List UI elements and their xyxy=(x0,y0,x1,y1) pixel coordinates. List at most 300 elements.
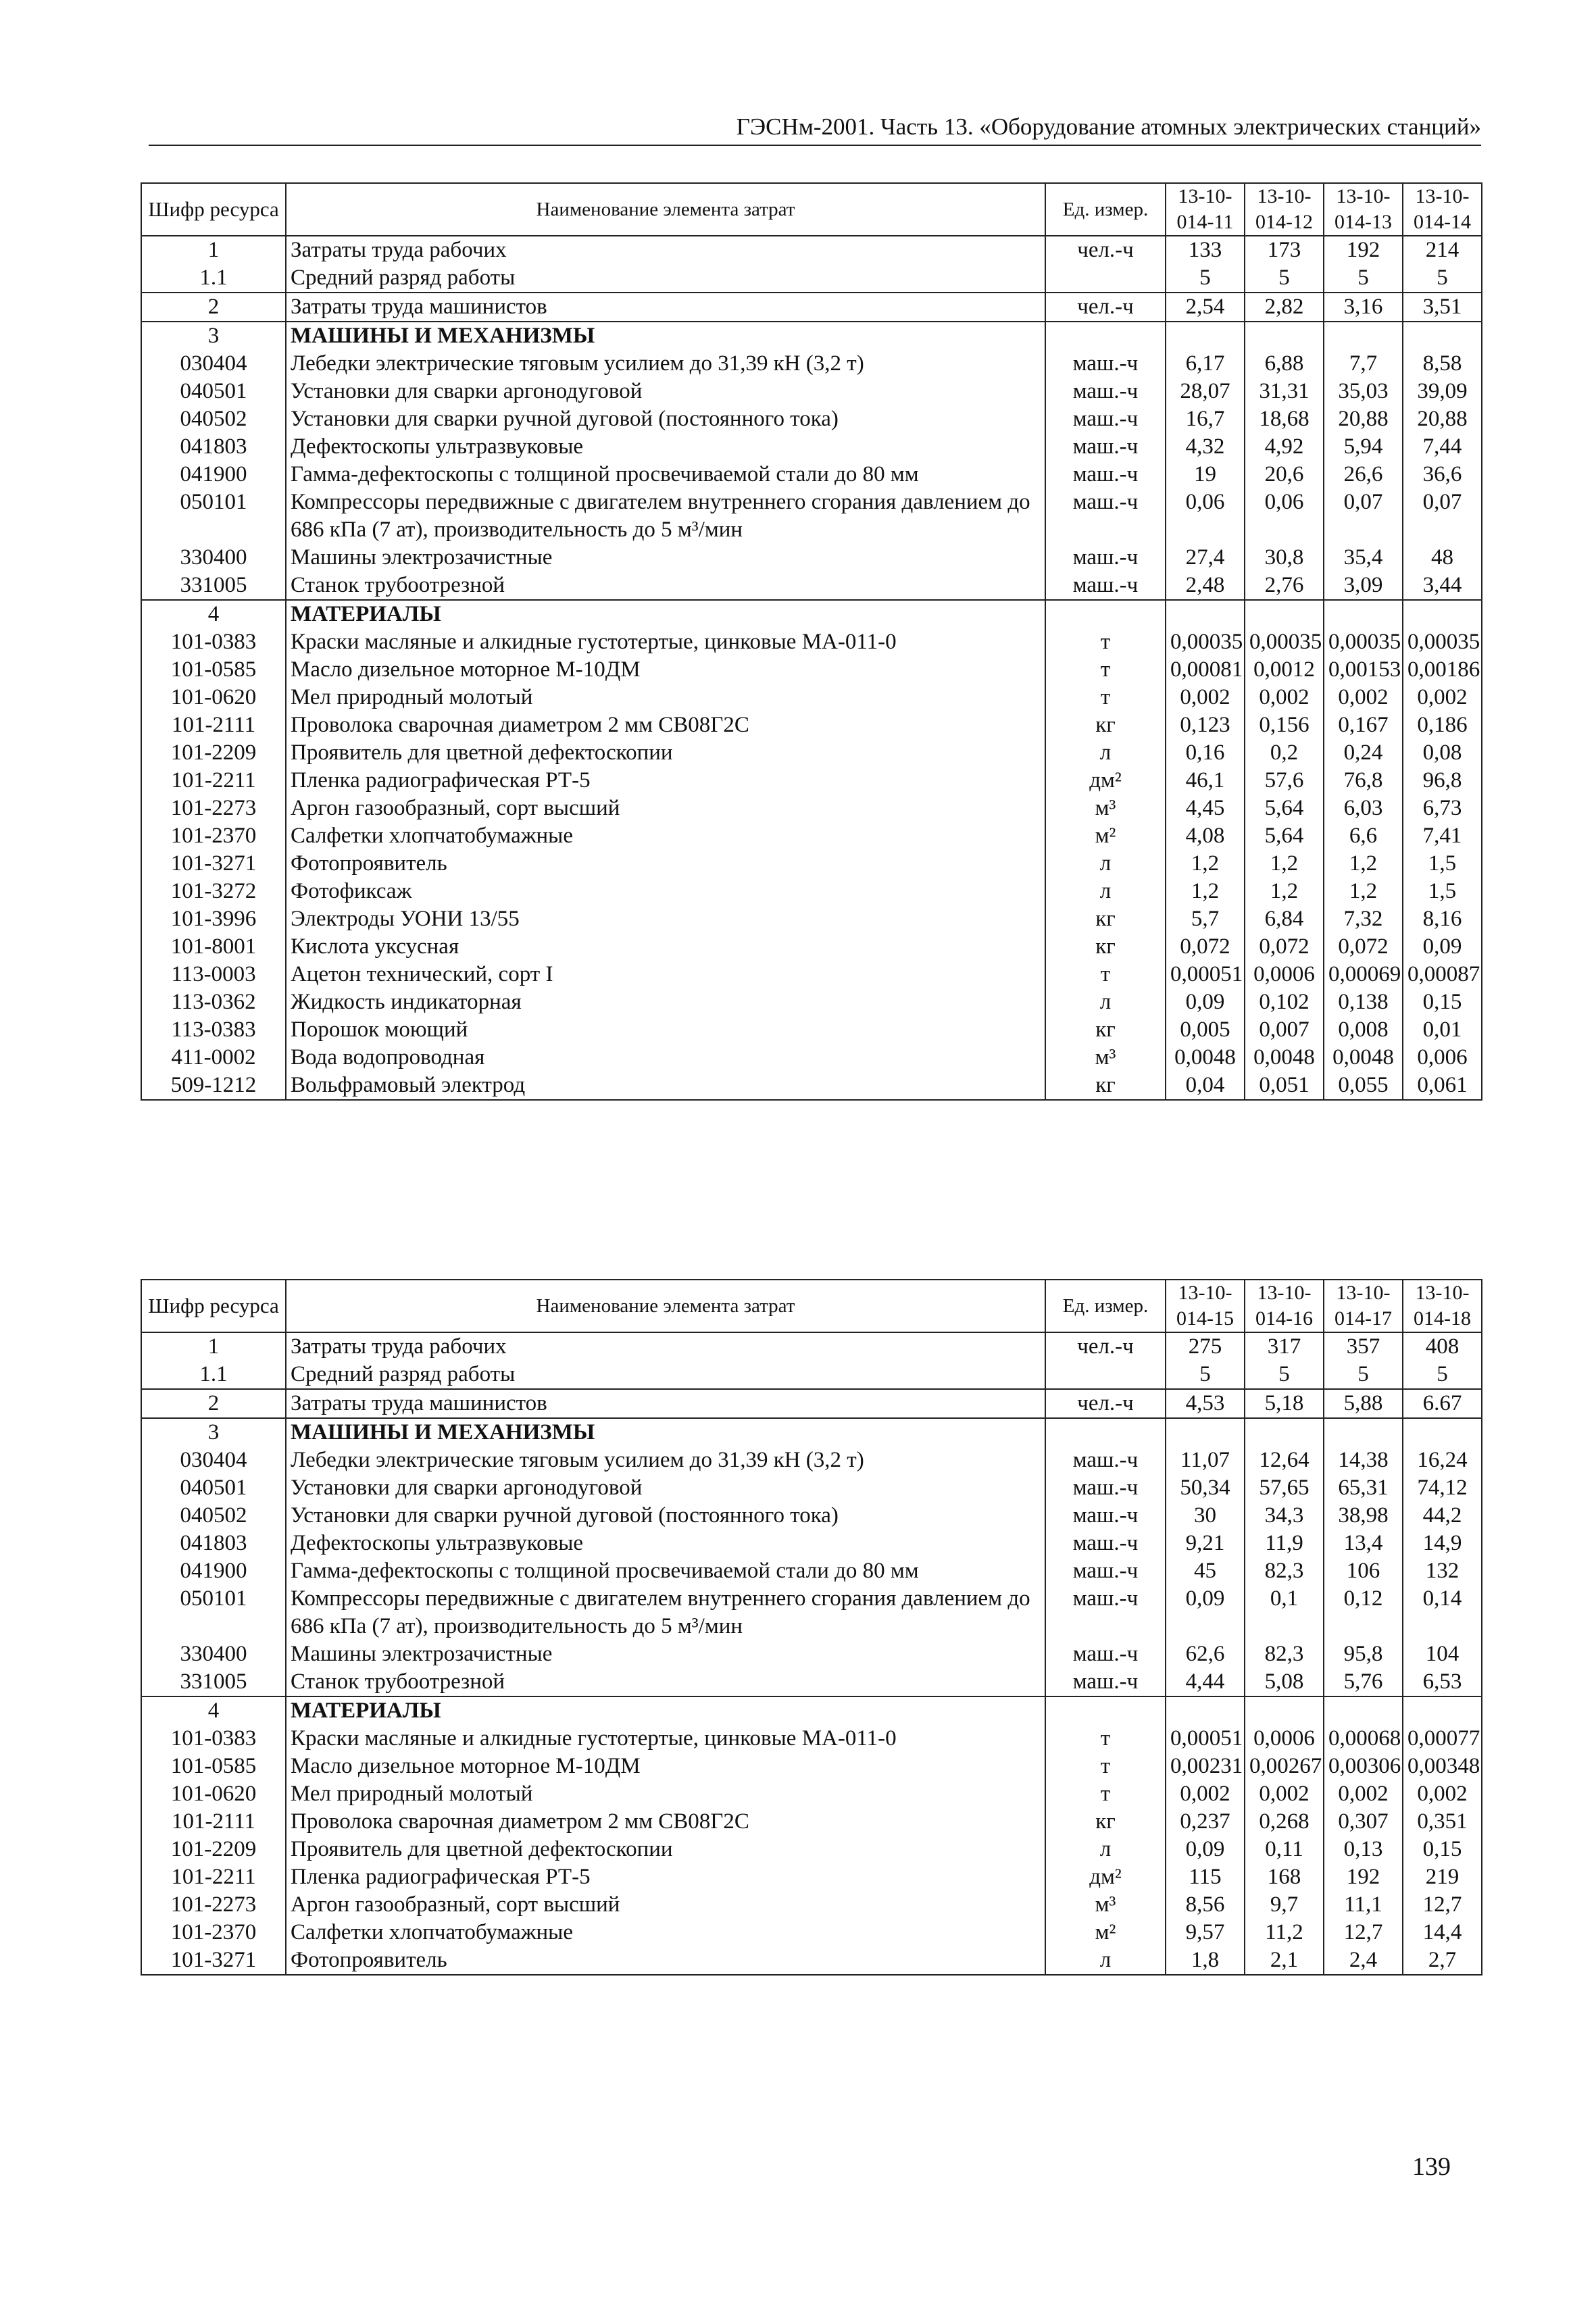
resource-code-cell: 113-0003 xyxy=(141,961,286,988)
value-cell xyxy=(1166,1418,1245,1447)
value-cell: 0,00068 xyxy=(1324,1725,1403,1753)
value-cell: 30,8 xyxy=(1245,544,1324,572)
header-col-1: 13-10-014-15 xyxy=(1166,1280,1245,1332)
value-cell: 0,0048 xyxy=(1166,1044,1245,1072)
value-cell: 0,00267 xyxy=(1245,1753,1324,1780)
table-header-row xyxy=(141,183,1482,236)
table-row xyxy=(141,1447,1482,1474)
unit-cell: т xyxy=(1045,1780,1166,1808)
resource-name-cell: Аргон газообразный, сорт высший xyxy=(286,1891,1045,1919)
resource-name-cell: Средний разряд работы xyxy=(286,1361,1045,1389)
table-row xyxy=(141,795,1482,822)
table-row xyxy=(141,905,1482,933)
resource-name-cell: Станок трубоотрезной xyxy=(286,1668,1045,1696)
unit-cell: маш.-ч xyxy=(1045,1447,1166,1474)
unit-cell: т xyxy=(1045,961,1166,988)
resource-name-cell: Жидкость индикаторная xyxy=(286,988,1045,1016)
value-cell: 0,002 xyxy=(1403,684,1482,711)
value-cell: 9,21 xyxy=(1166,1530,1245,1557)
value-cell: 104 xyxy=(1403,1640,1482,1668)
unit-cell: л xyxy=(1045,739,1166,767)
resource-code-cell: 040501 xyxy=(141,1474,286,1502)
value-cell: 5 xyxy=(1403,264,1482,293)
resource-name-cell: МАТЕРИАЛЫ xyxy=(286,1696,1045,1725)
resource-name-cell: Компрессоры передвижные с двигателем внутреннего сгорания давлением до 686 кПа (7 ат), производительность до 5 м³/мин xyxy=(286,1585,1045,1640)
value-cell: 8,16 xyxy=(1403,905,1482,933)
resource-name-cell: Затраты труда рабочих xyxy=(286,236,1045,264)
value-cell: 62,6 xyxy=(1166,1640,1245,1668)
resource-name-cell: Аргон газообразный, сорт высший xyxy=(286,795,1045,822)
value-cell: 5,94 xyxy=(1324,433,1403,461)
unit-cell: маш.-ч xyxy=(1045,1557,1166,1585)
resource-name-cell: Средний разряд работы xyxy=(286,264,1045,293)
value-cell: 0,002 xyxy=(1166,1780,1245,1808)
value-cell: 7,44 xyxy=(1403,433,1482,461)
unit-cell xyxy=(1045,322,1166,350)
value-cell: 57,65 xyxy=(1245,1474,1324,1502)
table-row xyxy=(141,1808,1482,1836)
value-cell: 5 xyxy=(1245,264,1324,293)
value-cell: 46,1 xyxy=(1166,767,1245,795)
value-cell: 115 xyxy=(1166,1863,1245,1891)
resource-code-cell: 030404 xyxy=(141,350,286,378)
value-cell: 1,2 xyxy=(1166,878,1245,905)
value-cell: 0,00035 xyxy=(1324,628,1403,656)
resource-name-cell: Пленка радиографическая РТ-5 xyxy=(286,1863,1045,1891)
value-cell: 0,07 xyxy=(1403,488,1482,544)
value-cell: 0,002 xyxy=(1324,1780,1403,1808)
resource-name-cell: Лебедки электрические тяговым усилием до 31,39 кН (3,2 т) xyxy=(286,1447,1045,1474)
value-cell: 0,13 xyxy=(1324,1836,1403,1863)
unit-cell xyxy=(1045,1696,1166,1725)
value-cell: 20,88 xyxy=(1324,405,1403,433)
value-cell: 0,0006 xyxy=(1245,961,1324,988)
value-cell: 0,237 xyxy=(1166,1808,1245,1836)
table-row xyxy=(141,236,1482,264)
resource-name-cell: МАШИНЫ И МЕХАНИЗМЫ xyxy=(286,322,1045,350)
value-cell: 0,072 xyxy=(1245,933,1324,961)
resource-name-cell: Дефектоскопы ультразвуковые xyxy=(286,1530,1045,1557)
resource-name-cell: Мел природный молотый xyxy=(286,1780,1045,1808)
value-cell: 1,2 xyxy=(1166,850,1245,878)
value-cell: 11,07 xyxy=(1166,1447,1245,1474)
unit-cell: л xyxy=(1045,1836,1166,1863)
resource-name-cell: Установки для сварки ручной дуговой (постоянного тока) xyxy=(286,405,1045,433)
header-col-3: 13-10-014-17 xyxy=(1324,1280,1403,1332)
value-cell: 0,00087 xyxy=(1403,961,1482,988)
value-cell: 2,48 xyxy=(1166,572,1245,600)
header-code: Шифр ресурса xyxy=(141,1280,286,1332)
value-cell: 65,31 xyxy=(1324,1474,1403,1502)
value-cell: 0,002 xyxy=(1324,684,1403,711)
table-row xyxy=(141,1016,1482,1044)
value-cell: 6,6 xyxy=(1324,822,1403,850)
table-row xyxy=(141,1044,1482,1072)
resource-name-cell: Ацетон технический, сорт I xyxy=(286,961,1045,988)
value-cell: 4,44 xyxy=(1166,1668,1245,1696)
unit-cell xyxy=(1045,600,1166,628)
value-cell: 4,53 xyxy=(1166,1389,1245,1418)
unit-cell: м² xyxy=(1045,1919,1166,1946)
value-cell: 0,00035 xyxy=(1403,628,1482,656)
value-cell: 5,76 xyxy=(1324,1668,1403,1696)
value-cell: 2,4 xyxy=(1324,1946,1403,1975)
unit-cell: т xyxy=(1045,1753,1166,1780)
header-col-2: 13-10-014-16 xyxy=(1245,1280,1324,1332)
value-cell: 5,18 xyxy=(1245,1389,1324,1418)
value-cell: 20,6 xyxy=(1245,461,1324,488)
value-cell: 317 xyxy=(1245,1332,1324,1361)
value-cell: 0,14 xyxy=(1403,1585,1482,1640)
value-cell: 0,1 xyxy=(1245,1585,1324,1640)
resource-name-cell: Проявитель для цветной дефектоскопии xyxy=(286,739,1045,767)
unit-cell: кг xyxy=(1045,1808,1166,1836)
resource-code-cell: 101-0585 xyxy=(141,656,286,684)
table-header-row xyxy=(141,1280,1482,1332)
value-cell: 0,16 xyxy=(1166,739,1245,767)
resource-code-cell: 101-8001 xyxy=(141,933,286,961)
value-cell: 6,84 xyxy=(1245,905,1324,933)
table-row xyxy=(141,1389,1482,1418)
table-row xyxy=(141,1725,1482,1753)
value-cell: 96,8 xyxy=(1403,767,1482,795)
value-cell: 5,64 xyxy=(1245,822,1324,850)
header-col-2: 13-10-014-12 xyxy=(1245,183,1324,236)
unit-cell: маш.-ч xyxy=(1045,572,1166,600)
unit-cell: маш.-ч xyxy=(1045,350,1166,378)
table-row xyxy=(141,711,1482,739)
value-cell: 219 xyxy=(1403,1863,1482,1891)
value-cell: 5 xyxy=(1324,264,1403,293)
value-cell: 39,09 xyxy=(1403,378,1482,405)
table-row xyxy=(141,1530,1482,1557)
value-cell: 0,0006 xyxy=(1245,1725,1324,1753)
value-cell: 44,2 xyxy=(1403,1502,1482,1530)
table-row xyxy=(141,1946,1482,1975)
value-cell: 4,08 xyxy=(1166,822,1245,850)
resource-code-cell: 040501 xyxy=(141,378,286,405)
value-cell: 16,24 xyxy=(1403,1447,1482,1474)
resource-code-cell: 113-0362 xyxy=(141,988,286,1016)
resource-name-cell: Краски масляные и алкидные густотертые, цинковые МА-011-0 xyxy=(286,1725,1045,1753)
header-name: Наименование элемента затрат xyxy=(286,183,1045,236)
unit-cell: маш.-ч xyxy=(1045,405,1166,433)
table-row xyxy=(141,822,1482,850)
value-cell: 8,58 xyxy=(1403,350,1482,378)
value-cell: 6,17 xyxy=(1166,350,1245,378)
resource-name-cell: Проволока сварочная диаметром 2 мм СВ08Г2С xyxy=(286,711,1045,739)
resource-name-cell: Машины электрозачистные xyxy=(286,1640,1045,1668)
value-cell: 11,1 xyxy=(1324,1891,1403,1919)
table-1 xyxy=(141,182,1482,1101)
value-cell: 0,24 xyxy=(1324,739,1403,767)
value-cell: 5 xyxy=(1166,264,1245,293)
resource-code-cell: 2 xyxy=(141,293,286,322)
resource-name-cell: Порошок моющий xyxy=(286,1016,1045,1044)
table-row xyxy=(141,1361,1482,1389)
table-row xyxy=(141,628,1482,656)
resource-code-cell: 101-2209 xyxy=(141,1836,286,1863)
value-cell: 357 xyxy=(1324,1332,1403,1361)
table-row xyxy=(141,1640,1482,1668)
unit-cell: л xyxy=(1045,1946,1166,1975)
value-cell: 0,09 xyxy=(1403,933,1482,961)
value-cell: 173 xyxy=(1245,236,1324,264)
value-cell: 7,32 xyxy=(1324,905,1403,933)
value-cell: 4,92 xyxy=(1245,433,1324,461)
header-code: Шифр ресурса xyxy=(141,183,286,236)
value-cell: 106 xyxy=(1324,1557,1403,1585)
value-cell: 6.67 xyxy=(1403,1389,1482,1418)
resource-table-2 xyxy=(141,1279,1481,1976)
resource-name-cell: Салфетки хлопчатобумажные xyxy=(286,822,1045,850)
value-cell: 0,055 xyxy=(1324,1072,1403,1100)
value-cell: 0,051 xyxy=(1245,1072,1324,1100)
table-row xyxy=(141,850,1482,878)
value-cell: 1,2 xyxy=(1245,850,1324,878)
value-cell: 0,0048 xyxy=(1245,1044,1324,1072)
value-cell: 2,7 xyxy=(1403,1946,1482,1975)
resource-code-cell: 101-0620 xyxy=(141,684,286,711)
resource-name-cell: Затраты труда машинистов xyxy=(286,293,1045,322)
header-title: ГЭСНм-2001. Часть 13. «Оборудование атомных электрических станций» xyxy=(736,114,1481,140)
value-cell: 57,6 xyxy=(1245,767,1324,795)
resource-code-cell: 411-0002 xyxy=(141,1044,286,1072)
resource-code-cell: 101-2273 xyxy=(141,795,286,822)
header-unit: Ед. измер. xyxy=(1045,1280,1166,1332)
unit-cell: маш.-ч xyxy=(1045,461,1166,488)
value-cell: 20,88 xyxy=(1403,405,1482,433)
value-cell: 26,6 xyxy=(1324,461,1403,488)
value-cell: 5 xyxy=(1324,1361,1403,1389)
resource-name-cell: Машины электрозачистные xyxy=(286,544,1045,572)
resource-name-cell: Фотофиксаж xyxy=(286,878,1045,905)
resource-code-cell: 331005 xyxy=(141,1668,286,1696)
value-cell: 28,07 xyxy=(1166,378,1245,405)
value-cell: 0,002 xyxy=(1403,1780,1482,1808)
resource-code-cell: 509-1212 xyxy=(141,1072,286,1100)
value-cell: 0,00081 xyxy=(1166,656,1245,684)
unit-cell: маш.-ч xyxy=(1045,488,1166,544)
resource-code-cell: 101-0383 xyxy=(141,628,286,656)
unit-cell: чел.-ч xyxy=(1045,293,1166,322)
unit-cell: маш.-ч xyxy=(1045,1585,1166,1640)
value-cell: 0,00035 xyxy=(1245,628,1324,656)
table-row xyxy=(141,739,1482,767)
value-cell: 1,8 xyxy=(1166,1946,1245,1975)
resource-table-1 xyxy=(141,182,1481,1101)
unit-cell: кг xyxy=(1045,1016,1166,1044)
value-cell: 0,008 xyxy=(1324,1016,1403,1044)
resource-code-cell: 2 xyxy=(141,1389,286,1418)
resource-name-cell: Электроды УОНИ 13/55 xyxy=(286,905,1045,933)
value-cell: 2,54 xyxy=(1166,293,1245,322)
value-cell: 12,7 xyxy=(1403,1891,1482,1919)
unit-cell: м² xyxy=(1045,822,1166,850)
unit-cell: чел.-ч xyxy=(1045,1332,1166,1361)
value-cell: 0,01 xyxy=(1403,1016,1482,1044)
resource-name-cell: МАШИНЫ И МЕХАНИЗМЫ xyxy=(286,1418,1045,1447)
value-cell: 132 xyxy=(1403,1557,1482,1585)
value-cell xyxy=(1403,1696,1482,1725)
value-cell xyxy=(1245,1418,1324,1447)
value-cell: 0,002 xyxy=(1245,1780,1324,1808)
table-2-body xyxy=(141,1332,1482,1975)
unit-cell: маш.-ч xyxy=(1045,1640,1166,1668)
value-cell: 82,3 xyxy=(1245,1557,1324,1585)
unit-cell: маш.-ч xyxy=(1045,1502,1166,1530)
value-cell: 0,002 xyxy=(1245,684,1324,711)
resource-code-cell: 101-2370 xyxy=(141,822,286,850)
value-cell xyxy=(1324,1418,1403,1447)
value-cell xyxy=(1166,322,1245,350)
resource-name-cell: Установки для сварки аргонодуговой xyxy=(286,378,1045,405)
resource-code-cell: 041900 xyxy=(141,1557,286,1585)
table-2 xyxy=(141,1279,1482,1976)
resource-code-cell: 101-2209 xyxy=(141,739,286,767)
value-cell: 4,32 xyxy=(1166,433,1245,461)
value-cell: 0,072 xyxy=(1166,933,1245,961)
value-cell: 133 xyxy=(1166,236,1245,264)
value-cell: 0,12 xyxy=(1324,1585,1403,1640)
table-row xyxy=(141,488,1482,544)
unit-cell: дм² xyxy=(1045,1863,1166,1891)
unit-cell: кг xyxy=(1045,933,1166,961)
resource-name-cell: Проявитель для цветной дефектоскопии xyxy=(286,1836,1045,1863)
value-cell: 9,57 xyxy=(1166,1919,1245,1946)
value-cell: 0,002 xyxy=(1166,684,1245,711)
value-cell: 0,00077 xyxy=(1403,1725,1482,1753)
value-cell: 0,006 xyxy=(1403,1044,1482,1072)
table-row xyxy=(141,1332,1482,1361)
table-row xyxy=(141,1072,1482,1100)
value-cell: 6,88 xyxy=(1245,350,1324,378)
value-cell: 5,08 xyxy=(1245,1668,1324,1696)
value-cell: 0,09 xyxy=(1166,1836,1245,1863)
value-cell: 0,351 xyxy=(1403,1808,1482,1836)
unit-cell: кг xyxy=(1045,711,1166,739)
value-cell: 0,00153 xyxy=(1324,656,1403,684)
value-cell: 5 xyxy=(1403,1361,1482,1389)
value-cell: 1,5 xyxy=(1403,878,1482,905)
resource-code-cell: 330400 xyxy=(141,1640,286,1668)
value-cell xyxy=(1245,600,1324,628)
value-cell xyxy=(1166,1696,1245,1725)
value-cell: 214 xyxy=(1403,236,1482,264)
resource-name-cell: Фотопроявитель xyxy=(286,850,1045,878)
unit-cell xyxy=(1045,1418,1166,1447)
value-cell: 6,03 xyxy=(1324,795,1403,822)
resource-name-cell: МАТЕРИАЛЫ xyxy=(286,600,1045,628)
value-cell: 95,8 xyxy=(1324,1640,1403,1668)
resource-name-cell: Салфетки хлопчатобумажные xyxy=(286,1919,1045,1946)
table-row xyxy=(141,1780,1482,1808)
value-cell: 0,00231 xyxy=(1166,1753,1245,1780)
value-cell: 0,00069 xyxy=(1324,961,1403,988)
resource-code-cell: 041803 xyxy=(141,433,286,461)
unit-cell xyxy=(1045,1361,1166,1389)
table-row xyxy=(141,264,1482,293)
value-cell: 0,061 xyxy=(1403,1072,1482,1100)
resource-code-cell: 3 xyxy=(141,322,286,350)
unit-cell: дм² xyxy=(1045,767,1166,795)
table-row xyxy=(141,1696,1482,1725)
unit-cell: л xyxy=(1045,878,1166,905)
value-cell: 13,4 xyxy=(1324,1530,1403,1557)
value-cell: 27,4 xyxy=(1166,544,1245,572)
resource-code-cell: 030404 xyxy=(141,1447,286,1474)
resource-code-cell: 1 xyxy=(141,1332,286,1361)
table-row xyxy=(141,988,1482,1016)
unit-cell: кг xyxy=(1045,1072,1166,1100)
value-cell: 35,03 xyxy=(1324,378,1403,405)
resource-name-cell: Масло дизельное моторное М-10ДМ xyxy=(286,656,1045,684)
value-cell: 0,07 xyxy=(1324,488,1403,544)
resource-name-cell: Вольфрамовый электрод xyxy=(286,1072,1045,1100)
value-cell: 2,76 xyxy=(1245,572,1324,600)
resource-name-cell: Вода водопроводная xyxy=(286,1044,1045,1072)
resource-name-cell: Краски масляные и алкидные густотертые, цинковые МА-011-0 xyxy=(286,628,1045,656)
value-cell: 168 xyxy=(1245,1863,1324,1891)
resource-code-cell: 101-0383 xyxy=(141,1725,286,1753)
resource-name-cell: Дефектоскопы ультразвуковые xyxy=(286,433,1045,461)
value-cell: 34,3 xyxy=(1245,1502,1324,1530)
header-unit: Ед. измер. xyxy=(1045,183,1166,236)
value-cell: 74,12 xyxy=(1403,1474,1482,1502)
value-cell: 5,64 xyxy=(1245,795,1324,822)
value-cell: 5 xyxy=(1245,1361,1324,1389)
value-cell: 50,34 xyxy=(1166,1474,1245,1502)
resource-code-cell: 101-2111 xyxy=(141,711,286,739)
resource-name-cell: Проволока сварочная диаметром 2 мм СВ08Г2С xyxy=(286,1808,1045,1836)
value-cell: 9,7 xyxy=(1245,1891,1324,1919)
value-cell: 19 xyxy=(1166,461,1245,488)
resource-code-cell: 101-2211 xyxy=(141,767,286,795)
value-cell: 16,7 xyxy=(1166,405,1245,433)
resource-name-cell: Гамма-дефектоскопы с толщиной просвечиваемой стали до 80 мм xyxy=(286,461,1045,488)
value-cell: 0,186 xyxy=(1403,711,1482,739)
value-cell: 0,00186 xyxy=(1403,656,1482,684)
value-cell: 45 xyxy=(1166,1557,1245,1585)
value-cell: 38,98 xyxy=(1324,1502,1403,1530)
table-row xyxy=(141,878,1482,905)
value-cell: 5,7 xyxy=(1166,905,1245,933)
value-cell: 12,64 xyxy=(1245,1447,1324,1474)
resource-name-cell: Мел природный молотый xyxy=(286,684,1045,711)
value-cell: 2,1 xyxy=(1245,1946,1324,1975)
resource-code-cell: 101-2211 xyxy=(141,1863,286,1891)
value-cell: 6,73 xyxy=(1403,795,1482,822)
value-cell: 4,45 xyxy=(1166,795,1245,822)
table-row xyxy=(141,1474,1482,1502)
value-cell: 192 xyxy=(1324,1863,1403,1891)
value-cell: 1,2 xyxy=(1324,878,1403,905)
table-row xyxy=(141,1557,1482,1585)
unit-cell: т xyxy=(1045,1725,1166,1753)
value-cell: 35,4 xyxy=(1324,544,1403,572)
value-cell: 0,00051 xyxy=(1166,961,1245,988)
value-cell: 0,08 xyxy=(1403,739,1482,767)
value-cell: 0,09 xyxy=(1166,988,1245,1016)
table-row xyxy=(141,293,1482,322)
table-row xyxy=(141,1502,1482,1530)
value-cell: 3,51 xyxy=(1403,293,1482,322)
table-row xyxy=(141,350,1482,378)
value-cell: 0,00051 xyxy=(1166,1725,1245,1753)
resource-code-cell: 101-0620 xyxy=(141,1780,286,1808)
value-cell xyxy=(1324,600,1403,628)
value-cell: 275 xyxy=(1166,1332,1245,1361)
